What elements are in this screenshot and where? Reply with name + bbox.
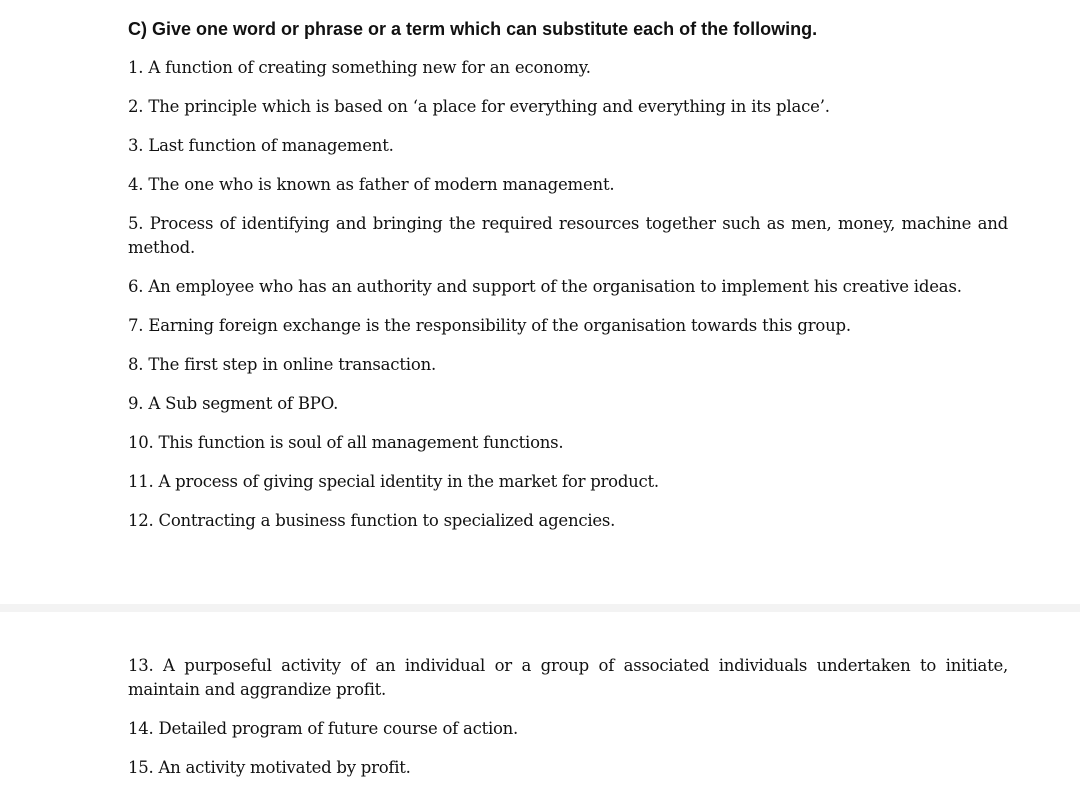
page-2-content xyxy=(128,654,1008,795)
question-item-12: 12. Contracting a business function to specialized agencies. xyxy=(128,511,616,530)
document-page-2 xyxy=(0,612,1080,806)
question-item-4: 4. The one who is known as father of modern management. xyxy=(128,175,615,194)
question-item-11: 11. A process of giving special identity in the market for product. xyxy=(128,472,659,491)
question-item-1: 1. A function of creating something new for an economy. xyxy=(128,58,591,77)
question-item-10: 10. This function is soul of all management functions. xyxy=(128,433,564,452)
question-item-3: 3. Last function of management. xyxy=(128,136,394,155)
question-item-5: 5. Process of identifying and bringing the required resources together such as men, money, machine and method. xyxy=(128,214,1008,257)
question-item-8: 8. The first step in online transaction. xyxy=(128,355,437,374)
section-heading: C) Give one word or phrase or a term which can substitute each of the following. xyxy=(128,19,818,39)
question-item-13: 13. A purposeful activity of an individual or a group of associated individuals undertaken to initiate, maintain and aggrandize profit. xyxy=(128,656,1008,699)
question-item-9: 9. A Sub segment of BPO. xyxy=(128,394,339,413)
page-separator xyxy=(0,604,1080,612)
page-1-content xyxy=(128,17,1008,548)
question-item-14: 14. Detailed program of future course of action. xyxy=(128,719,519,738)
question-item-2: 2. The principle which is based on ‘a place for everything and everything in its place’. xyxy=(128,97,830,116)
question-item-6: 6. An employee who has an authority and support of the organisation to implement his creative ideas. xyxy=(128,277,962,296)
question-item-15: 15. An activity motivated by profit. xyxy=(128,758,411,777)
question-item-7: 7. Earning foreign exchange is the responsibility of the organisation towards this group. xyxy=(128,316,851,335)
